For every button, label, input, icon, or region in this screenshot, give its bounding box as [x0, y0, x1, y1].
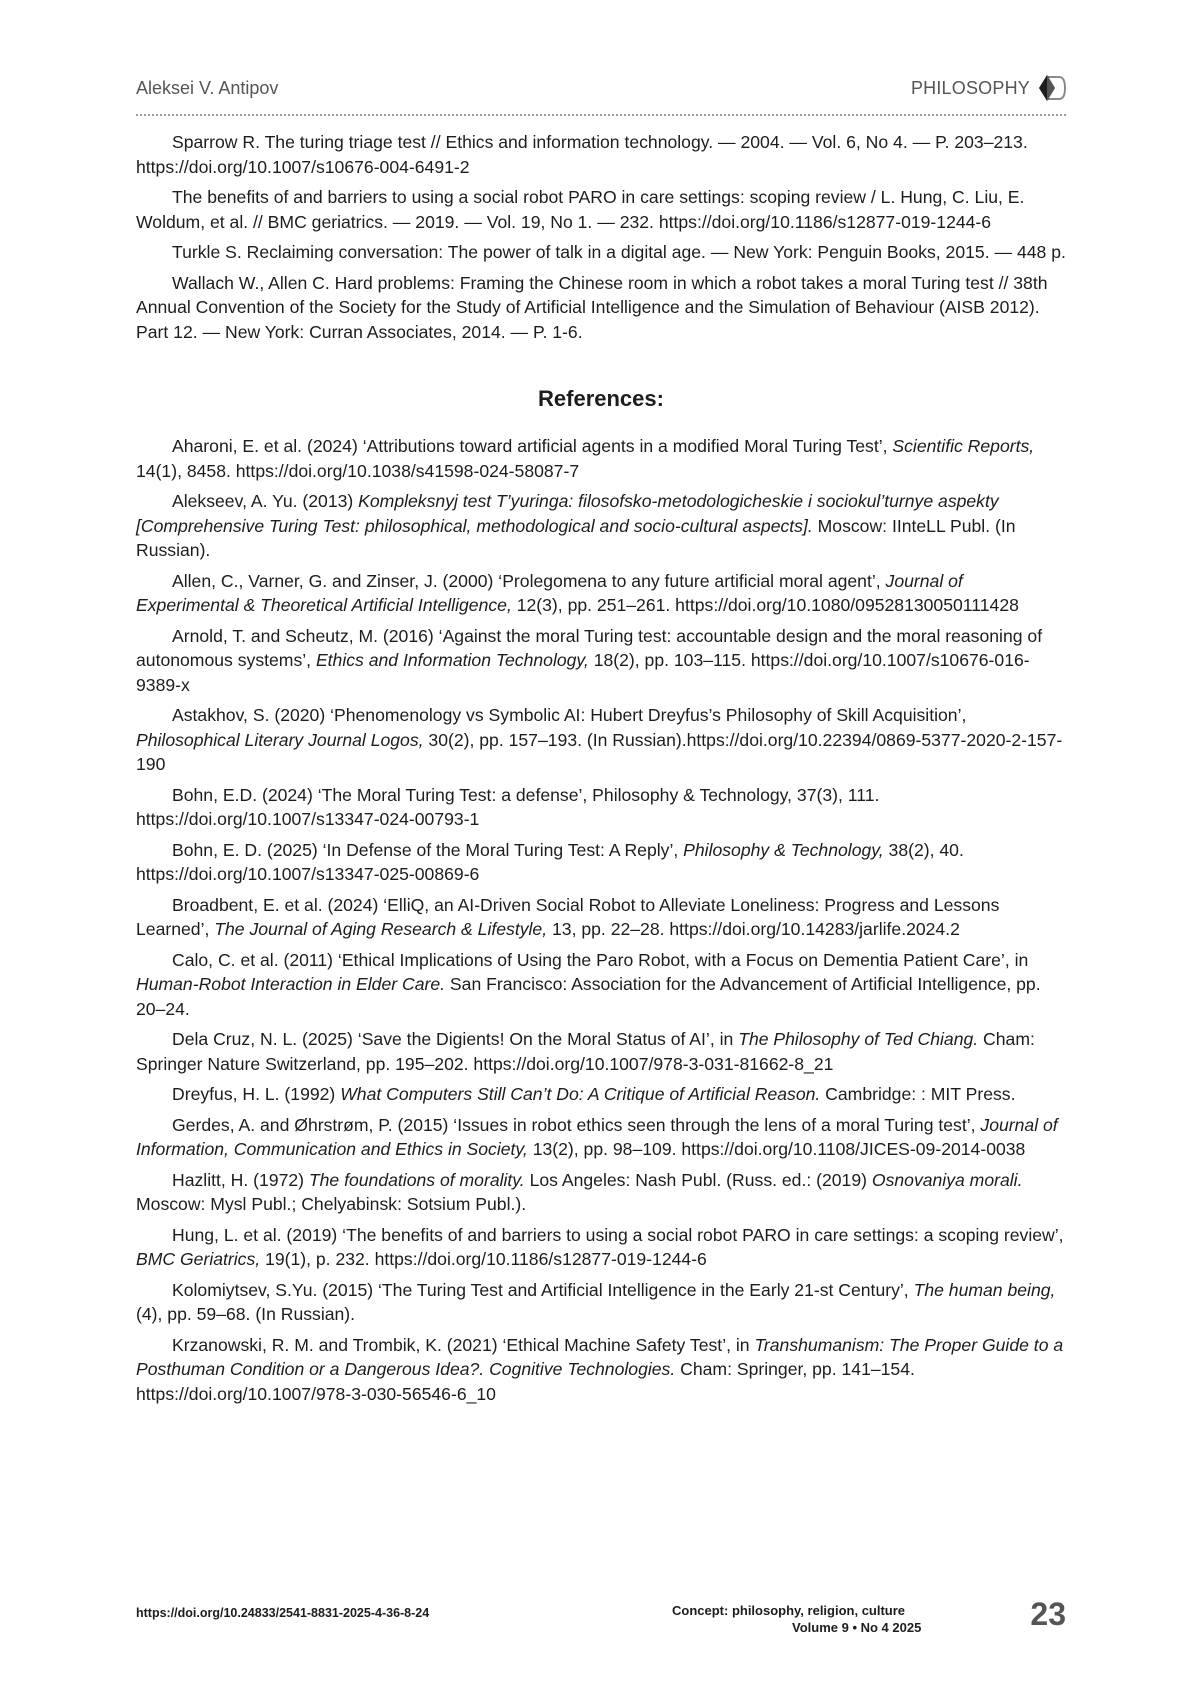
- reference-italic-text: The Journal of Aging Research & Lifestyle,: [214, 919, 548, 939]
- reference-text: Alekseev, A. Yu. (2013): [172, 491, 359, 511]
- reference-italic-text: Philosophy & Technology,: [683, 839, 884, 860]
- reference-entry: [136, 1082, 1066, 1107]
- running-header-section: PHILOSOPHY: [910, 78, 1030, 98]
- reference-text: Moscow: Mysl Publ.; Chelyabinsk: Sotsium Publ.).: [136, 1194, 527, 1214]
- reference-entry: [136, 1168, 1066, 1217]
- reference-italic-text: Philosophical Literary Journal Logos,: [136, 729, 424, 750]
- references-list: [136, 434, 1066, 1406]
- reference-entry: [136, 569, 1066, 618]
- reference-text: 13(2), pp. 98–109. https://doi.org/10.1108/JICES-09-2014-0038: [527, 1139, 1026, 1159]
- footer-doi-link[interactable]: https://doi.org/10.24833/2541-8831-2025-4-36-8-24: [136, 1606, 430, 1620]
- reference-entry: [136, 271, 1066, 345]
- reference-text: Calo, C. et al. (2011) ‘Ethical Implications of Using the Paro Robot, with a Focus on Dementia Patient Care’, in: [172, 949, 1029, 970]
- reference-italic-text: Kompleksnyj test T’yuringa: filosofsko-metodologicheskie i sociokul’turnye aspekty [Comprehensive Turing Test: philosophical, methodological and socio-cultural aspects].: [136, 491, 999, 536]
- page-number: 23: [1030, 1596, 1066, 1632]
- reference-entry: [136, 1113, 1066, 1162]
- reference-text: Allen, C., Varner, G. and Zinser, J. (2000) ‘Prolegomena to any future artificial moral agent’,: [172, 570, 886, 591]
- reference-italic-text: The Philosophy of Ted Chiang.: [738, 1029, 979, 1049]
- reference-text: Hung, L. et al. (2019) ‘The benefits of and barriers to using a social robot PARO in care settings: a scoping review’,: [172, 1224, 1064, 1245]
- reference-italic-text: Journal of Experimental & Theoretical Artificial Intelligence,: [136, 570, 963, 615]
- reference-entry: [136, 703, 1066, 777]
- reference-text: (4), pp. 59–68. (In Russian).: [136, 1304, 356, 1324]
- reference-text: Bohn, E.D. (2024) ‘The Moral Turing Test: a defense’, Philosophy & Technology, 37(3), 111. https://doi.org/10.1007/s13347-024-00793-1: [136, 784, 880, 829]
- book-diamond-icon: [1034, 74, 1066, 102]
- reference-text: Cambridge: : MIT Press.: [820, 1084, 1016, 1104]
- reference-entry: [136, 489, 1066, 563]
- reference-text: Cham: Springer, pp. 141–154. https://doi.org/10.1007/978-3-030-56546-6_10: [136, 1359, 915, 1404]
- reference-text: 19(1), p. 232. https://doi.org/10.1186/s12877-019-1244-6: [260, 1249, 707, 1269]
- reference-italic-text: Scientific Reports,: [892, 436, 1035, 456]
- running-header: [136, 74, 1066, 116]
- reference-text: Cham: Springer Nature Switzerland, pp. 195–202. https://doi.org/10.1007/978-3-031-81662-8_21: [136, 1029, 1035, 1074]
- reference-italic-text: BMC Geriatrics,: [136, 1249, 261, 1269]
- footer-journal-info: [672, 1602, 1032, 1636]
- reference-text: Dreyfus, H. L. (1992): [172, 1084, 341, 1104]
- reference-entry: [136, 838, 1066, 887]
- reference-text: 30(2), pp. 157–193. (In Russian).https://doi.org/10.22394/0869-5377-2020-2-157-190: [136, 729, 1063, 774]
- page-footer: [136, 1598, 1066, 1648]
- reference-entry: [136, 1027, 1066, 1076]
- reference-text: 12(3), pp. 251–261. https://doi.org/10.1080/09528130050111428: [511, 595, 1019, 615]
- reference-entry: [136, 240, 1066, 265]
- reference-entry: [136, 948, 1066, 1022]
- reference-text: 38(2), 40. https://doi.org/10.1007/s13347-025-00869-6: [136, 839, 964, 884]
- reference-text: Dela Cruz, N. L. (2025) ‘Save the Digients! On the Moral Status of AI’, in: [172, 1029, 739, 1049]
- reference-text: Turkle S. Reclaiming conversation: The power of talk in a digital age. — New York: Penguin Books, 2015. — 448 p.: [172, 242, 1066, 262]
- reference-entry: [136, 624, 1066, 698]
- reference-entry: [136, 1223, 1066, 1272]
- reference-text: 14(1), 8458. https://doi.org/10.1038/s41598-024-58087-7: [136, 460, 580, 481]
- reference-text: Astakhov, S. (2020) ‘Phenomenology vs Symbolic AI: Hubert Dreyfus’s Philosophy of Skill Acquisition’,: [172, 705, 967, 725]
- reference-italic-text: What Computers Still Can’t Do: A Critique of Artificial Reason.: [340, 1084, 821, 1104]
- reference-text: Arnold, T. and Scheutz, M. (2016) ‘Against the moral Turing test: accountable design and the moral reasoning of autonomous systems’,: [136, 625, 1043, 670]
- reference-entry: [136, 1333, 1066, 1407]
- footer-journal-title: Concept: philosophy, religion, culture: [672, 1603, 906, 1618]
- reference-text: 18(2), pp. 103–115. https://doi.org/10.1007/s10676-016-9389-x: [136, 650, 1030, 695]
- reference-text: Hazlitt, H. (1972): [172, 1169, 309, 1190]
- reference-text: Broadbent, E. et al. (2024) ‘ElliQ, an AI-Driven Social Robot to Alleviate Loneliness: Progress and Lessons Learned’,: [136, 894, 1000, 939]
- reference-text: Gerdes, A. and Øhrstrøm, P. (2015) ‘Issues in robot ethics seen through the lens of a moral Turing test’,: [172, 1114, 981, 1135]
- running-header-author: Aleksei V. Antipov: [136, 78, 279, 98]
- reference-italic-text: Osnovaniya morali.: [871, 1169, 1023, 1190]
- reference-italic-text: Human-Robot Interaction in Elder Care.: [136, 974, 446, 994]
- reference-text: Kolomiytsev, S.Yu. (2015) ‘The Turing Test and Artificial Intelligence in the Early 21-st Century’,: [172, 1279, 914, 1300]
- reference-text: Wallach W., Allen C. Hard problems: Framing the Chinese room in which a robot takes a moral Turing test // 38th Annual Convention of the Society for the Study of Artificial Intelligence and the Simulation of Behaviour (AISB 2012). Part 12. — New York: Curran Associates, 2014. — P. 1-6.: [136, 272, 1048, 342]
- footer-journal-volume: Volume 9 • No 4 2025: [792, 1620, 922, 1635]
- reference-text: Los Angeles: Nash Publ. (Russ. ed.: (2019): [524, 1169, 872, 1190]
- reference-entry: [136, 1278, 1066, 1327]
- reference-text: San Francisco: Association for the Advancement of Artificial Intelligence, pp. 20–24.: [136, 974, 1041, 1019]
- reference-text: Aharoni, E. et al. (2024) ‘Attributions toward artificial agents in a modified Moral Turing Test’,: [172, 436, 893, 456]
- reference-entry: [136, 185, 1066, 234]
- page-body: [136, 130, 1066, 1412]
- reference-italic-text: Ethics and Information Technology,: [315, 650, 589, 670]
- reference-italic-text: Transhumanism: The Proper Guide to a Posthuman Condition or a Dangerous Idea?. Cognitive Technologies.: [136, 1334, 1064, 1379]
- reference-text: 13, pp. 22–28. https://doi.org/10.14283/jarlife.2024.2: [547, 919, 960, 939]
- reference-entry: [136, 130, 1066, 179]
- reference-text: The benefits of and barriers to using a social robot PARO in care settings: scoping review / L. Hung, C. Liu, E. Woldum, et al. // BMC geriatrics. — 2019. — Vol. 19, No 1. — 232. https://doi.org/10.1186/s12877-019-1244-6: [136, 187, 1025, 232]
- reference-text: Moscow: IInteLL Publ. (In Russian).: [136, 515, 1016, 560]
- reference-italic-text: The human being,: [913, 1279, 1056, 1300]
- reference-italic-text: The foundations of morality.: [308, 1169, 525, 1190]
- reference-entry: [136, 893, 1066, 942]
- reference-text: Bohn, E. D. (2025) ‘In Defense of the Moral Turing Test: A Reply’,: [172, 839, 684, 860]
- reference-italic-text: Journal of Information, Communication and Ethics in Society,: [136, 1114, 1058, 1159]
- reference-text: Krzanowski, R. M. and Trombik, K. (2021) ‘Ethical Machine Safety Test’, in: [172, 1334, 755, 1355]
- reference-text: Sparrow R. The turing triage test // Ethics and information technology. — 2004. — Vol. 6, No 4. — P. 203–213. https://doi.org/10.1007/s10676-004-6491-2: [136, 132, 1028, 177]
- references-heading: References:: [538, 386, 664, 411]
- reference-entry: [136, 783, 1066, 832]
- literature-list: [136, 130, 1066, 344]
- reference-entry: [136, 434, 1066, 483]
